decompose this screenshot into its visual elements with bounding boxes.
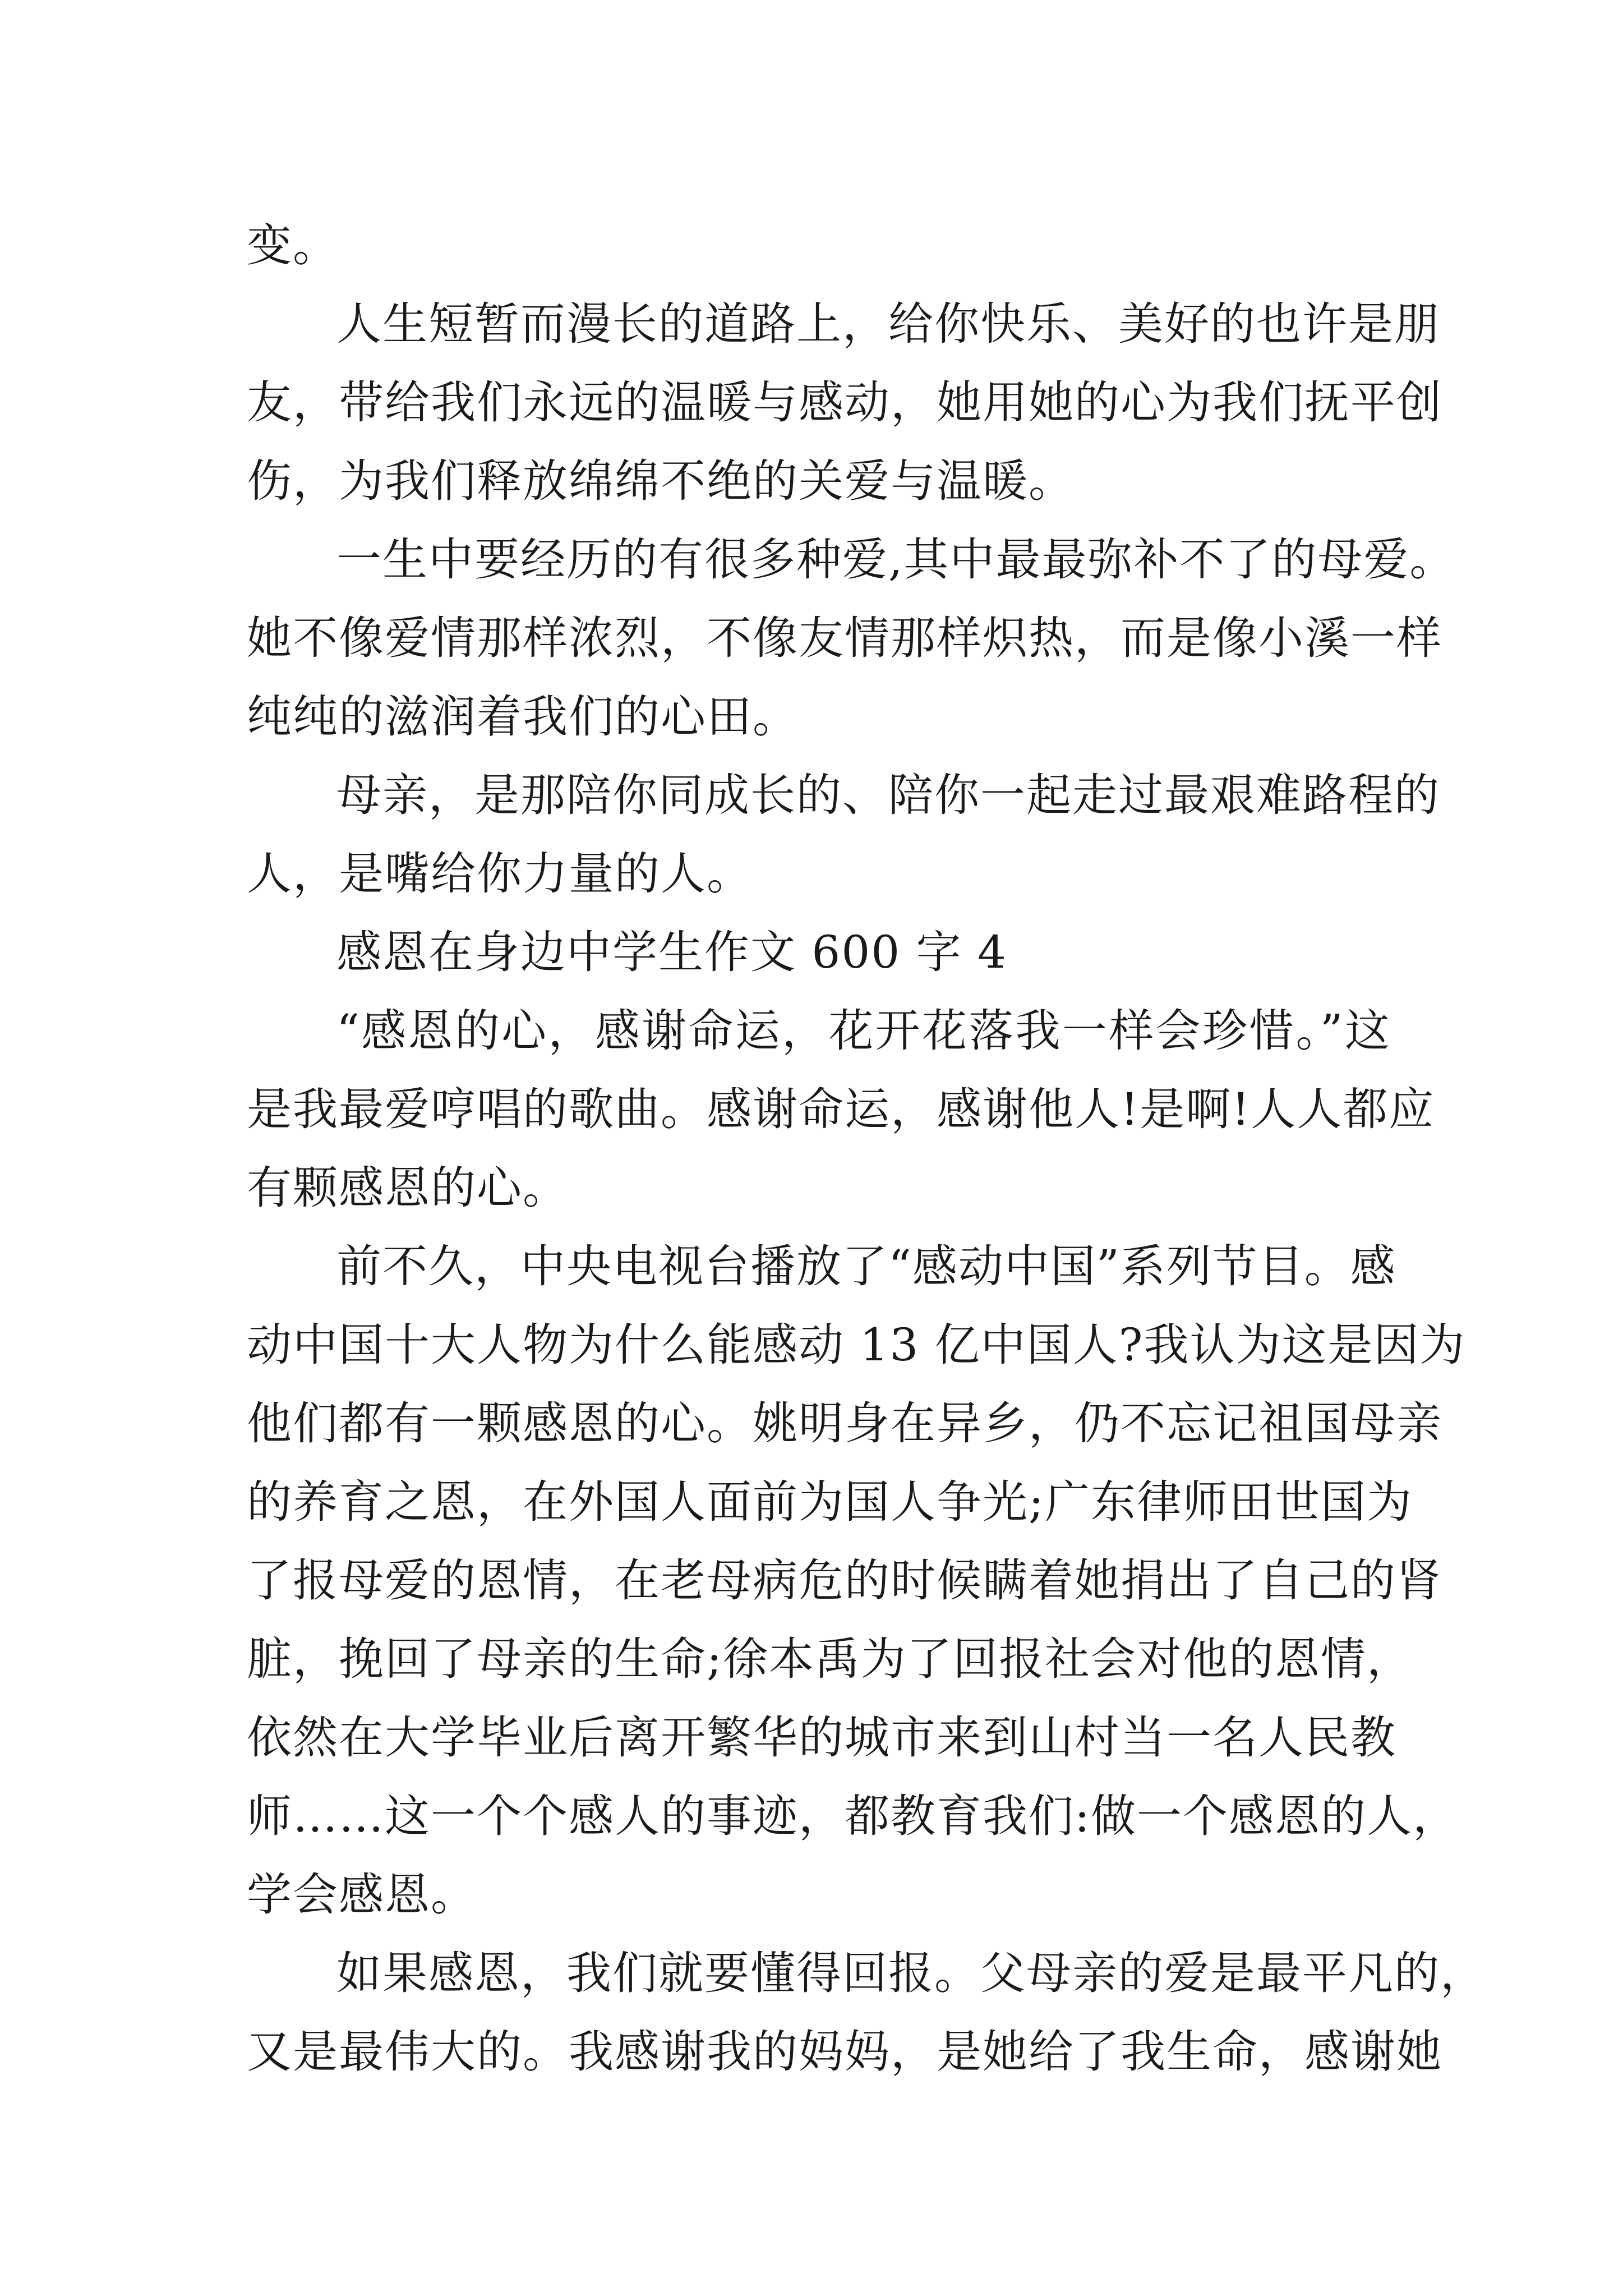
text-line: 他们都有一颗感恩的心。姚明身在异乡，仍不忘记祖国母亲 [247,1397,1442,1450]
text-line: 人，是嘴给你力量的人。 [247,848,753,900]
text-line: 了报母爱的恩情，在老母病危的时候瞒着她捐出了自己的肾 [247,1554,1442,1607]
text-line: 的养育之恩，在外国人面前为国人争光;广东律师田世国为 [247,1476,1413,1528]
paragraph-start-line: 母亲，是那陪你同成长的、陪你一起走过最艰难路程的 [336,769,1440,821]
paragraph-start-line: 前不久，中央电视台播放了“感动中国”系列节目。感 [336,1240,1396,1292]
paragraph-start-line: “感恩的心，感谢命运，花开花落我一样会珍惜。”这 [336,1005,1391,1057]
text-line: 脏，挽回了母亲的生命;徐本禹为了回报社会对他的恩情， [247,1633,1413,1685]
text-line: 动中国十大人物为什么能感动 13 亿中国人?我认为这是因为 [247,1319,1466,1371]
text-line: 伤，为我们释放绵绵不绝的关爱与温暖。 [247,455,1075,507]
paragraph-start-line: 如果感恩，我们就要懂得回报。父母亲的爱是最平凡的， [336,1947,1486,1999]
text-line: 她不像爱情那样浓烈，不像友情那样炽热，而是像小溪一样 [247,612,1442,664]
text-line: 是我最爱哼唱的歌曲。感谢命运，感谢他人!是啊!人人都应 [247,1083,1435,1135]
paragraph-start-line: 人生短暂而漫长的道路上，给你快乐、美好的也许是朋 [336,298,1440,350]
text-line: 纯纯的滋润着我们的心田。 [247,691,799,743]
text-line: 变。 [247,219,339,272]
text-line: 又是最伟大的。我感谢我的妈妈，是她给了我生命，感谢她 [247,2026,1442,2078]
text-line: 学会感恩。 [247,1869,477,1921]
text-line: 依然在大学毕业后离开繁华的城市来到山村当一名人民教 [247,1711,1396,1764]
section-heading: 感恩在身边中学生作文 600 字 4 [336,926,1007,978]
text-line: 师……这一个个感人的事迹，都教育我们:做一个感恩的人， [247,1790,1459,1842]
text-line: 有颗感恩的心。 [247,1162,569,1214]
text-line: 友，带给我们永远的温暖与感动，她用她的心为我们抚平创 [247,376,1442,429]
paragraph-start-line: 一生中要经历的有很多种爱,其中最最弥补不了的母爱。 [336,533,1456,586]
